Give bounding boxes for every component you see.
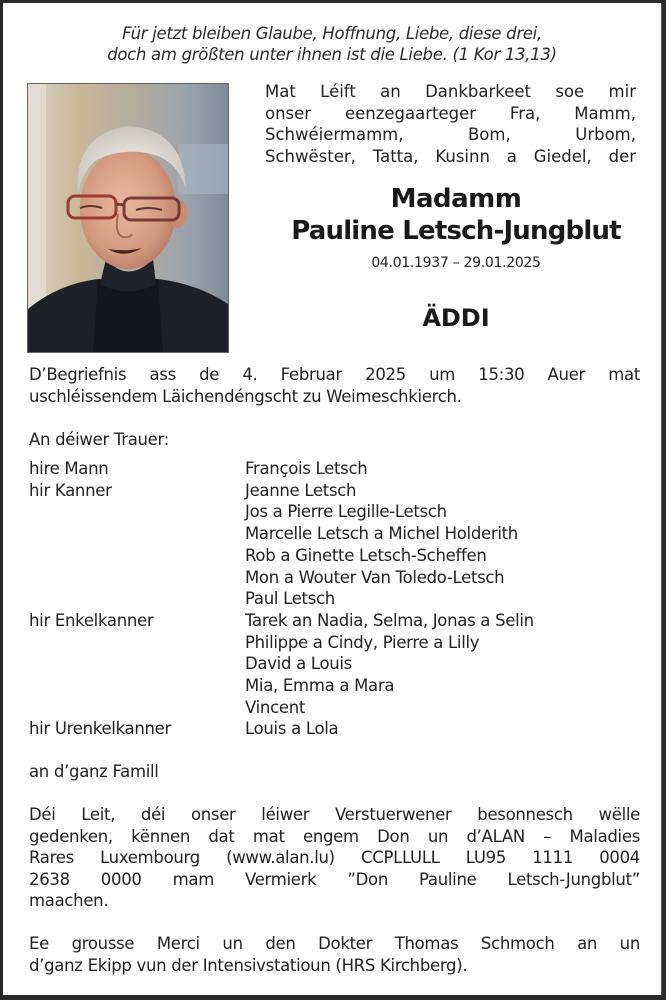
family-member: Mon a Wouter Van Toledo-Letsch xyxy=(245,567,505,587)
nickname: ÄDDI xyxy=(422,304,490,332)
intro-line-3: Schwéiermamm, Bom, Urbom, xyxy=(265,125,636,144)
family-member: Paul Letsch xyxy=(245,589,335,609)
family-member: Louis a Lola xyxy=(245,719,339,739)
family-member: Tarek an Nadia, Selma, Jonas a Selin xyxy=(245,610,534,630)
family-member: Vincent xyxy=(245,697,306,717)
verse-line-1: Für jetzt bleiben Glaube, Hoffnung, Liebe, diese drei, xyxy=(122,24,542,43)
family-relation: hir Enkelkanner xyxy=(29,610,154,630)
thanks-line-1: Ee grousse Merci un den Dokter Thomas Schmoch an un xyxy=(29,934,640,953)
family-member: David a Louis xyxy=(245,654,352,674)
mourning-title: An déiwer Trauer: xyxy=(29,430,169,449)
thanks-line-2: d’ganz Ekipp vun der Intensivstatioun (HRS Kirchberg). xyxy=(29,955,468,975)
family-member: Jos a Pierre Legille-Letsch xyxy=(245,502,447,522)
family-member: Mia, Emma a Mara xyxy=(245,676,395,696)
family-relation: hire Mann xyxy=(29,459,109,478)
donation-line-1: Déi Leit, déi onser léiwer Verstuerwener besonnesch wëlle xyxy=(29,805,640,824)
funeral-info xyxy=(29,364,640,407)
bible-verse xyxy=(3,23,661,65)
donation-line-2: gedenken, kënnen dat mat engem Don un d’ALAN – Maladies xyxy=(29,826,640,846)
funeral-line-1: D’Begriefnis ass de 4. Februar 2025 um 15:30 Auer mat xyxy=(29,365,640,384)
family-member: Rob a Ginette Letsch-Scheffen xyxy=(245,545,487,565)
family-group xyxy=(29,480,640,610)
intro-line-2: onser eenzegaarteger Fra, Mamm, xyxy=(265,103,636,123)
portrait-image xyxy=(28,84,228,352)
life-dates: 04.01.1937 – 29.01.2025 xyxy=(371,255,541,271)
family-group xyxy=(29,718,640,740)
obituary-notice xyxy=(3,3,662,995)
verse-line-2: doch am größten unter ihnen ist die Liebe. (1 Kor 13,13) xyxy=(107,45,557,64)
family-member: François Letsch xyxy=(245,459,368,478)
portrait-photo xyxy=(27,83,229,353)
family-list xyxy=(29,458,640,740)
family-member: Marcelle Letsch a Michel Holderith xyxy=(245,524,518,544)
donation-line-4: 2638 0000 mam Vermierk ”Don Pauline Letsch-Jungblut” xyxy=(29,869,640,889)
deceased-block xyxy=(265,183,647,333)
deceased-name: Pauline Letsch-Jungblut xyxy=(291,216,621,246)
family-relation: hir Kanner xyxy=(29,480,112,500)
family-member: Philippe a Cindy, Pierre a Lilly xyxy=(245,632,480,652)
intro-line-1: Mat Léift an Dankbarkeet soe mir xyxy=(265,82,636,101)
intro-line-4: Schwëster, Tatta, Kusinn a Giedel, der xyxy=(265,146,636,166)
thanks-note xyxy=(29,933,640,976)
donation-info xyxy=(29,804,640,912)
donation-line-3: Rares Luxembourg (www.alan.lu) CCPLLULL LU95 1111 0004 xyxy=(29,848,640,867)
donation-line-5: maachen. xyxy=(29,891,109,910)
family-group xyxy=(29,458,640,480)
salutation: Madamm xyxy=(390,184,522,214)
family-member: Jeanne Letsch xyxy=(245,480,357,500)
family-closing: an d’ganz Famill xyxy=(29,762,159,781)
family-group xyxy=(29,610,640,719)
funeral-line-2: uschléissendem Läichendéngscht zu Weimeschkierch. xyxy=(29,386,462,406)
intro-text xyxy=(265,81,636,167)
family-relation: hir Urenkelkanner xyxy=(29,719,172,739)
